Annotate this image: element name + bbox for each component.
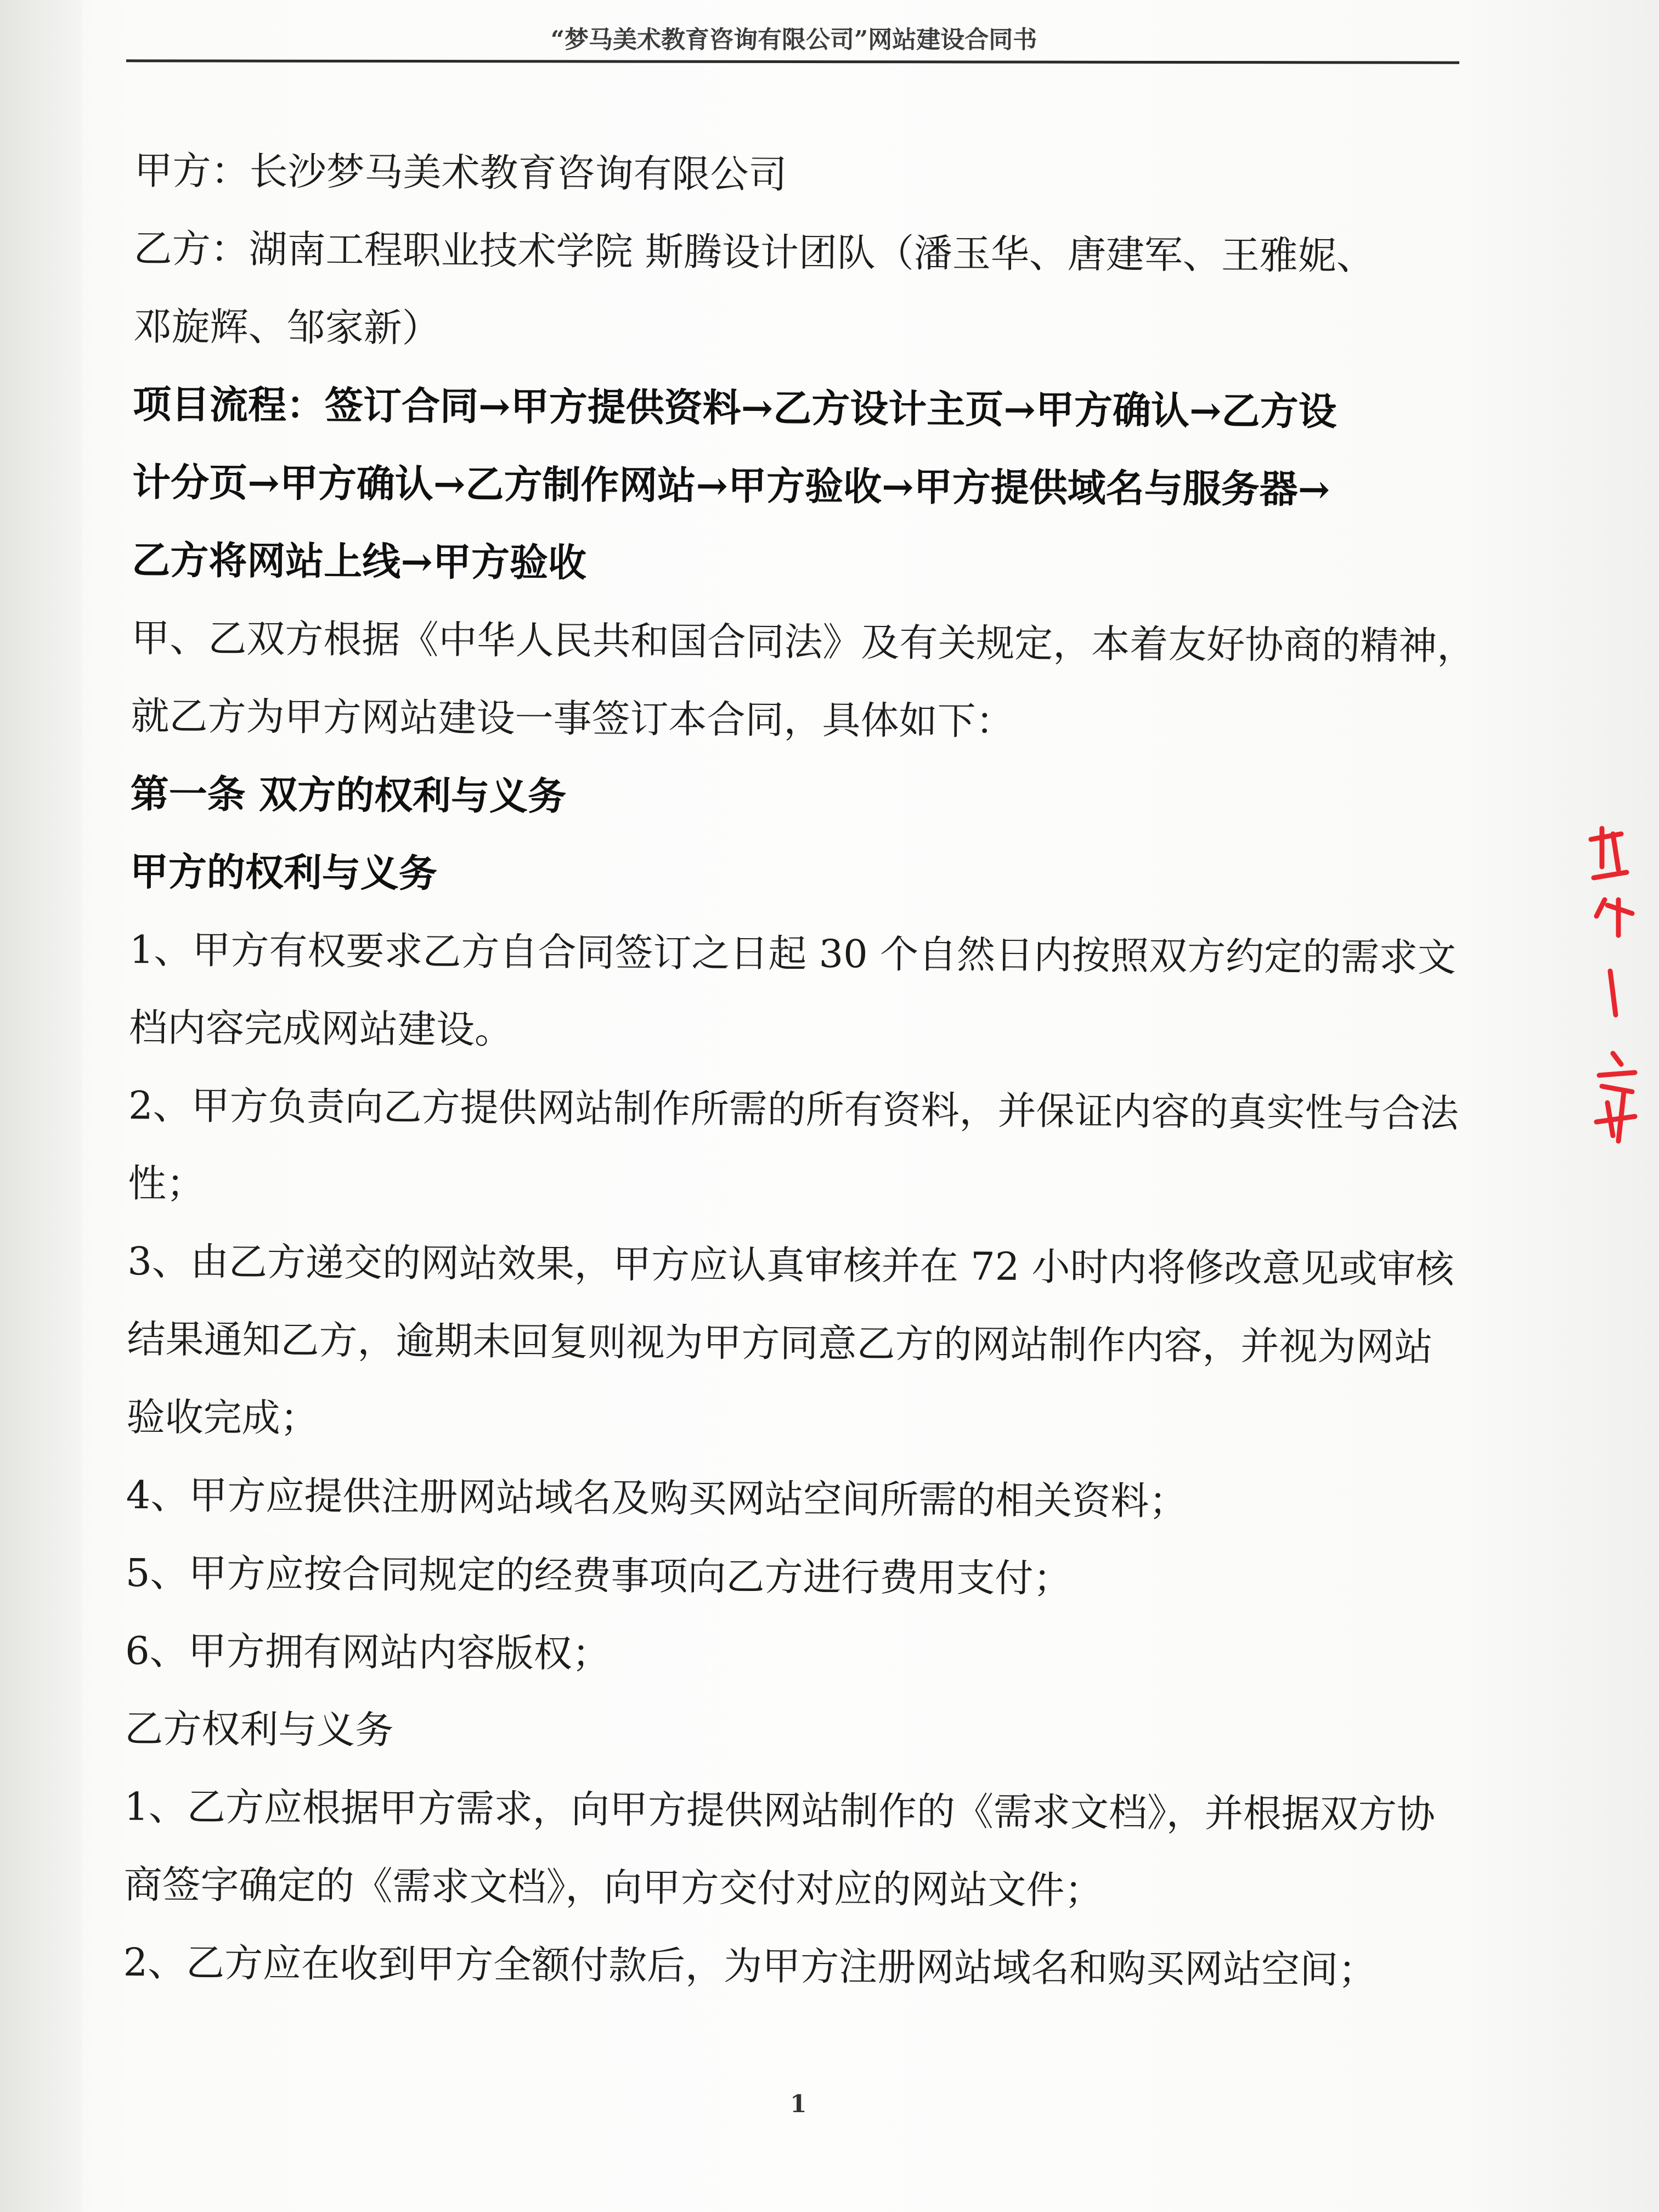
a1-line-1: 1、甲方有权要求乙方自合同签订之日起 30 个自然日内按照双方约定的需求文 — [129, 927, 1457, 980]
page-header-title: “梦马美术教育咨询有限公司”网站建设合同书 — [550, 26, 1037, 54]
a2-line-2: 性； — [128, 1160, 205, 1206]
a3-line-1: 3、由乙方递交的网站效果，甲方应认真审核并在 72 小时内将修改意见或审核 — [127, 1238, 1454, 1292]
article-1-title: 第一条 双方的权利与义务 — [130, 770, 567, 819]
b2-line: 2、乙方应在收到甲方全额付款后，为甲方注册网站域名和购买网站空间； — [123, 1939, 1377, 1993]
red-seal-fragment-icon — [1580, 817, 1651, 1158]
a6-line: 6、甲方拥有网站内容版权； — [125, 1628, 611, 1677]
page-left-shadow — [0, 0, 82, 2212]
process-line-2: 计分页→甲方确认→乙方制作网站→甲方验收→甲方提供域名与服务器→ — [132, 459, 1330, 512]
a3-line-3: 验收完成； — [126, 1394, 319, 1441]
b1-line-1: 1、乙方应根据甲方需求，向甲方提供网站制作的《需求文档》，并根据双方协 — [124, 1784, 1436, 1837]
intro-line-1: 甲、乙双方根据《中华人民共和国合同法》及有关规定，本着友好协商的精神， — [131, 615, 1476, 669]
a5-line: 5、甲方应按合同规定的经费事项向乙方进行费用支付； — [125, 1550, 1072, 1601]
a2-line-1: 2、甲方负责向乙方提供网站制作所需的所有资料，并保证内容的真实性与合法 — [128, 1082, 1459, 1136]
a4-line: 4、甲方应提供注册网站域名及购买网站空间所需的相关资料； — [126, 1472, 1188, 1524]
party-a-rights-heading: 甲方的权利与义务 — [129, 848, 438, 896]
intro-line-2: 就乙方为甲方网站建设一事签订本合同，具体如下： — [131, 693, 1014, 744]
process-line-3: 乙方将网站上线→甲方验收 — [131, 537, 587, 586]
header-rule — [126, 59, 1459, 64]
party-b-rights-heading: 乙方权利与义务 — [124, 1706, 394, 1753]
page-number: 1 — [790, 2090, 807, 2118]
b1-line-2: 商签字确定的《需求文档》，向甲方交付对应的网站文件； — [123, 1861, 1103, 1913]
party-b-line-2: 邓旋辉、邹家新） — [133, 303, 441, 351]
process-line-1: 项目流程：签订合同→甲方提供资料→乙方设计主页→甲方确认→乙方设 — [132, 381, 1337, 435]
party-b-line-1: 乙方：湖南工程职业技术学院 斯腾设计团队（潘玉华、唐建军、王雅妮、 — [133, 225, 1375, 279]
party-a-line: 甲方：长沙梦马美术教育咨询有限公司 — [134, 148, 787, 198]
a3-line-2: 结果通知乙方，逾期未回复则视为甲方同意乙方的网站制作内容，并视为网站 — [127, 1316, 1433, 1370]
contract-body — [123, 132, 1484, 2010]
a1-line-2: 档内容完成网站建设。 — [128, 1005, 514, 1053]
